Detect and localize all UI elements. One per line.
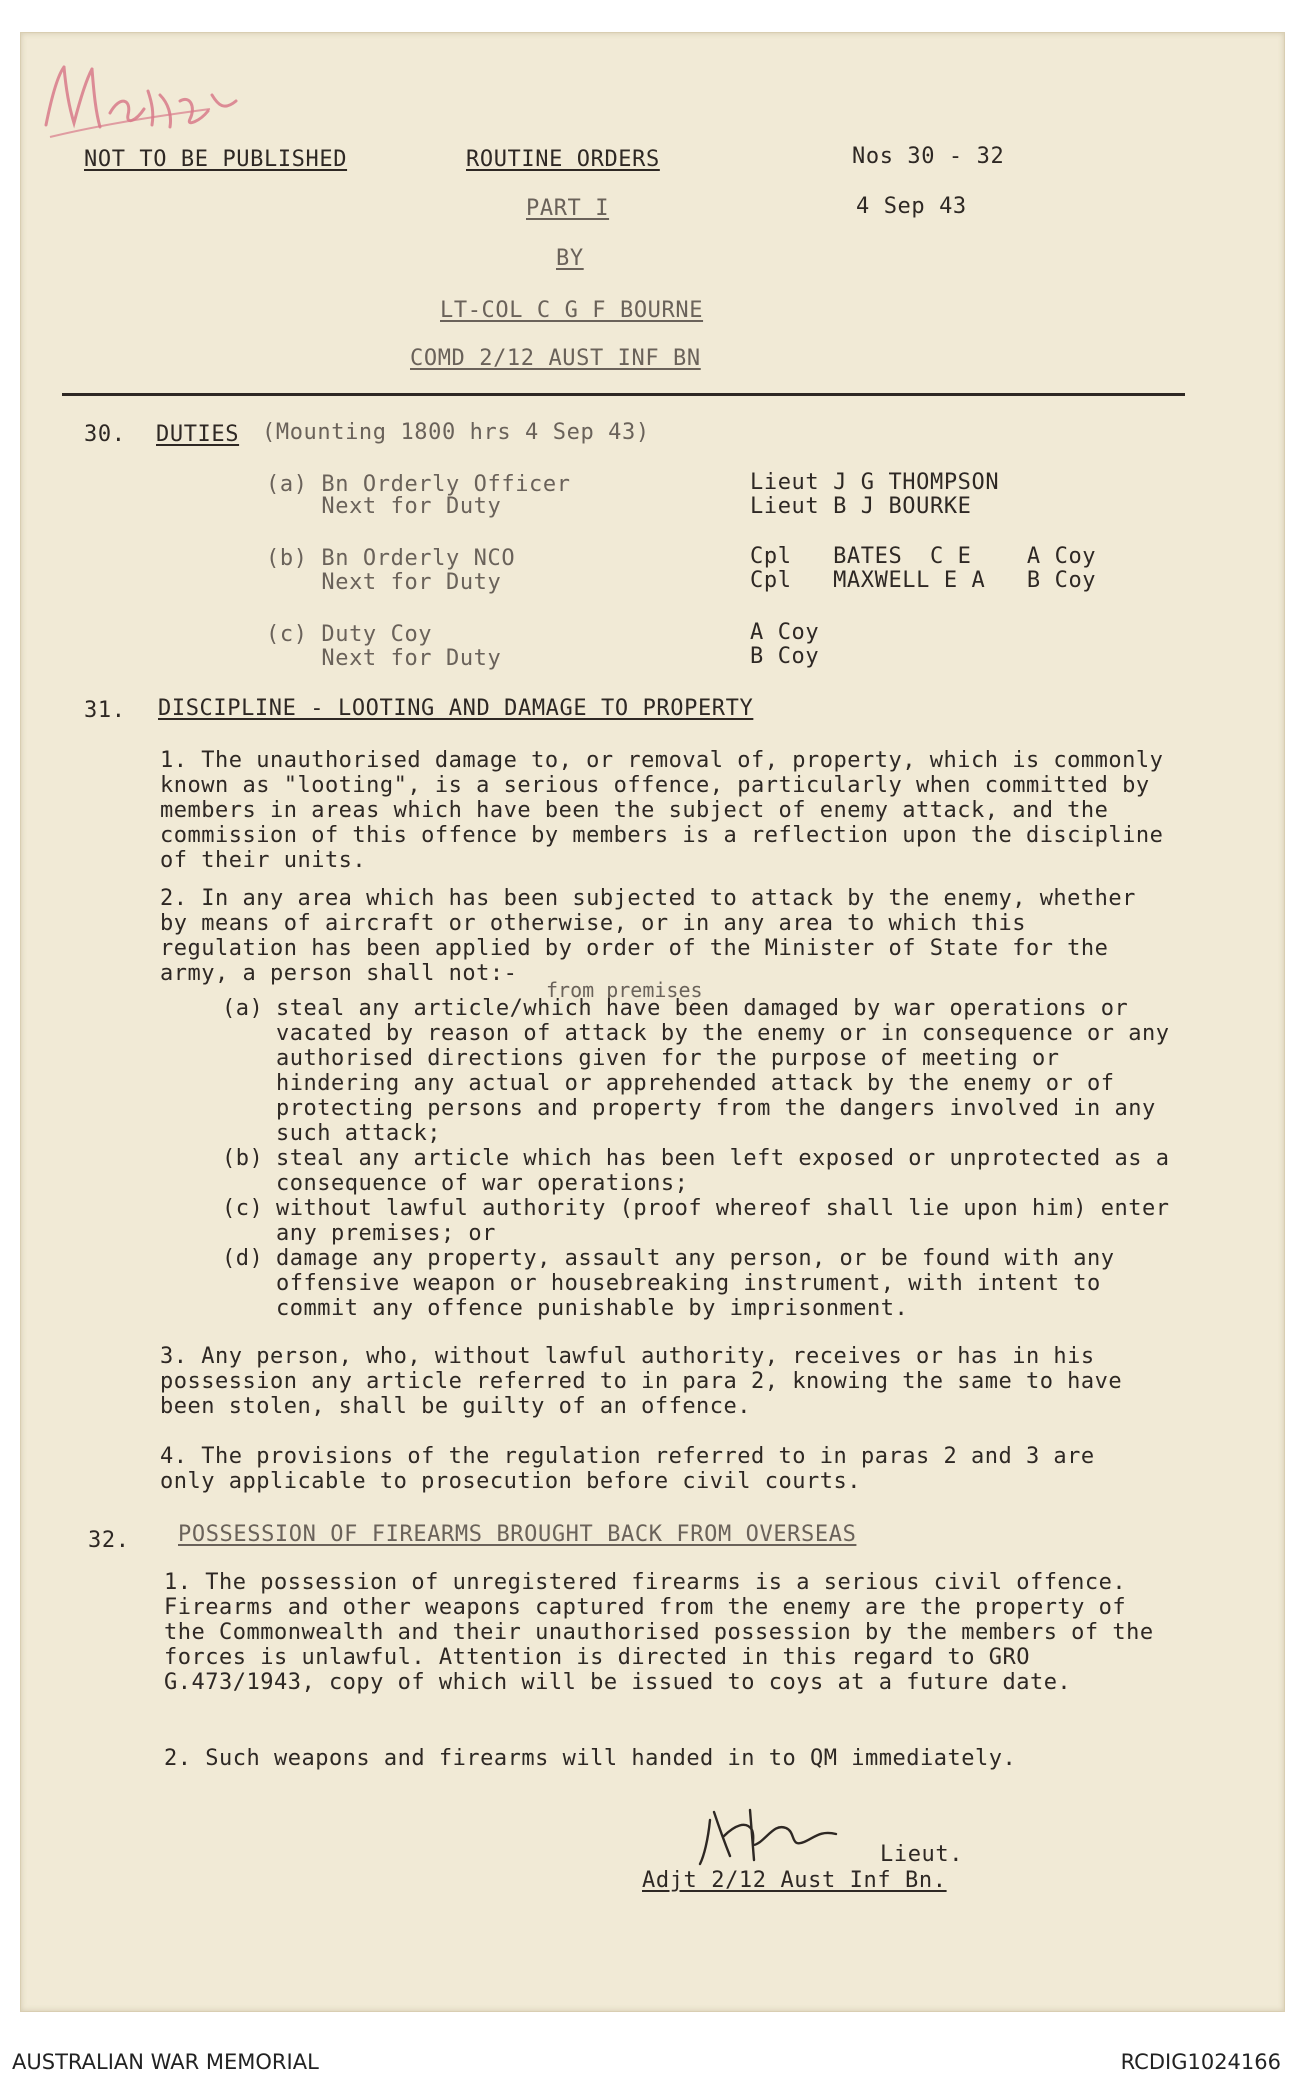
order-32-para-2: 2. Such weapons and firearms will handed in to QM immediately. xyxy=(164,1746,1017,1771)
archive-footer-left: AUSTRALIAN WAR MEMORIAL xyxy=(12,2050,319,2074)
duty-value: Lieut B J BOURKE xyxy=(750,494,972,519)
signature-rank: Lieut. xyxy=(880,1842,964,1867)
duty-value: Cpl BATES C E A Coy xyxy=(750,544,1097,569)
sub-item-label: (a) xyxy=(222,996,264,1021)
sub-item-text: steal any article/which have been damaged by war operations or vacated by reason of attack by the enemy or in consequence or any authorised directions given for the purpose of meeting or hindering any actual or apprehended attack by the enemy or of protecting persons and property from the dangers involved in any such attack; xyxy=(276,996,1170,1146)
duty-value: Lieut J G THOMPSON xyxy=(750,470,1000,495)
order-numbers: Nos 30 - 32 xyxy=(852,144,1005,169)
sub-item xyxy=(222,996,1172,1146)
sub-item xyxy=(222,1246,1172,1321)
part-label: PART I xyxy=(526,196,610,221)
order-31-title: DISCIPLINE - LOOTING AND DAMAGE TO PROPERTY xyxy=(158,696,754,721)
duty-value: B Coy xyxy=(750,644,820,669)
duty-value: Cpl MAXWELL E A B Coy xyxy=(750,568,1097,593)
sub-item-label: (d) xyxy=(222,1246,264,1271)
order-31-number: 31. xyxy=(84,698,126,723)
duty-label: (b) Bn Orderly NCO xyxy=(266,546,516,571)
handwritten-insert: from premises xyxy=(546,978,703,1002)
duty-label: (a) Bn Orderly Officer xyxy=(266,472,571,497)
order-31-para-3: 3. Any person, who, without lawful authority, receives or has in his possession any article referred to in para 2, knowing the same to have been stolen, shall be guilty of an offence. xyxy=(160,1344,1123,1419)
order-date: 4 Sep 43 xyxy=(856,194,967,219)
duty-value: A Coy xyxy=(750,620,820,645)
sub-item-text: damage any property, assault any person, or be found with any offensive weapon or housebreaking instrument, with intent to commit any offence punishable by imprisonment. xyxy=(276,1246,1115,1321)
duty-label: Next for Duty xyxy=(266,494,502,519)
handwritten-annotation xyxy=(40,55,260,145)
routine-orders-title: ROUTINE ORDERS xyxy=(466,147,660,172)
duty-label: Next for Duty xyxy=(266,646,502,671)
sub-item xyxy=(222,1146,1172,1196)
order-31-para-1: 1. The unauthorised damage to, or removal of, property, which is commonly known as "looting", is a serious offence, particularly when committed by members in areas which have been the subject of enemy attack, and the commission of this offence by members is a reflection upon the discipline of their units. xyxy=(160,748,1164,873)
order-31-para-2: 2. In any area which has been subjected to attack by the enemy, whether by means of aircraft or otherwise, or in any area to which this regulation has been applied by order of the Minister of State for the army, a person shall not:- xyxy=(160,886,1136,986)
sub-item-label: (b) xyxy=(222,1146,264,1171)
by-label: BY xyxy=(556,246,584,271)
order-32-title: POSSESSION OF FIREARMS BROUGHT BACK FROM OVERSEAS xyxy=(178,1522,857,1547)
signature-scrawl xyxy=(690,1790,870,1870)
commanding-officer: LT-COL C G F BOURNE xyxy=(440,298,704,323)
order-30-number: 30. xyxy=(84,422,126,447)
order-30-subtitle: (Mounting 1800 hrs 4 Sep 43) xyxy=(262,420,650,445)
duty-label: (c) Duty Coy xyxy=(266,622,433,647)
order-30-title: DUTIES xyxy=(156,422,240,447)
order-32-para-1: 1. The possession of unregistered firearms is a serious civil offence. Firearms and other weapons captured from the enemy are the property of the Commonwealth and their unauthorised possession by the members of the forces is unlawful. Attention is directed in this regard to GRO G.473/1943, copy of which will be issued to coys at a future date. xyxy=(164,1570,1154,1695)
order-31-subitems xyxy=(222,996,1172,1321)
order-31-para-4: 4. The provisions of the regulation referred to in paras 2 and 3 are only applicable to prosecution before civil courts. xyxy=(160,1444,1095,1494)
sub-item-text: steal any article which has been left exposed or unprotected as a consequence of war operations; xyxy=(276,1146,1170,1196)
not-published-label: NOT TO BE PUBLISHED xyxy=(84,147,348,172)
unit-command: COMD 2/12 AUST INF BN xyxy=(410,346,701,371)
archive-footer-right: RCDIG1024166 xyxy=(1120,2050,1281,2074)
sub-item-text: without lawful authority (proof whereof shall lie upon him) enter any premises; or xyxy=(276,1196,1170,1246)
sub-item xyxy=(222,1196,1172,1246)
header-divider xyxy=(62,393,1185,396)
sub-item-label: (c) xyxy=(222,1196,264,1221)
duty-label: Next for Duty xyxy=(266,570,502,595)
signature-appointment: Adjt 2/12 Aust Inf Bn. xyxy=(642,1868,947,1893)
order-32-number: 32. xyxy=(88,1528,130,1553)
